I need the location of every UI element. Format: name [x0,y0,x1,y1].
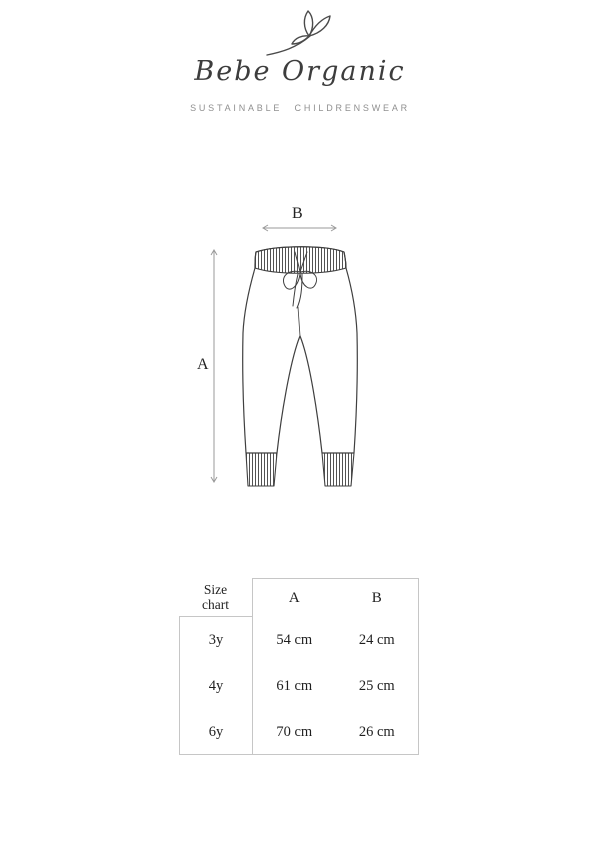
table-row [253,663,418,709]
measurement-header-row [252,578,419,617]
table-row [253,617,418,663]
brand-tagline: SUSTAINABLE CHILDRENSWEAR [190,103,410,113]
size-column [179,617,252,755]
pants-drawing-icon [185,195,425,505]
value-4y-b: 25 cm [358,677,395,694]
brand-name: Bebe Organic [194,56,406,87]
size-label-6y: 6y [208,723,224,740]
size-label-4y: 4y [208,677,224,694]
value-3y-a: 54 cm [276,631,313,648]
column-header-b: B [371,589,382,606]
width-dimension-label: B [292,205,303,222]
branch-icon [262,8,338,60]
table-row [253,709,418,755]
size-label-3y: 3y [208,631,224,648]
measurement-columns [252,617,419,755]
length-arrow [211,250,217,482]
size-chart-title-line1: Size [203,581,228,597]
length-dimension-label: A [197,356,209,373]
pants-figure [185,195,425,505]
value-4y-a: 61 cm [276,677,313,694]
size-chart-title-line2: chart [202,597,229,612]
column-header-a: A [288,589,300,606]
value-6y-a: 70 cm [276,723,313,740]
size-chart-table [179,578,419,755]
size-chart-title-cell [179,578,252,617]
width-arrow [263,225,336,231]
value-3y-b: 24 cm [358,631,395,648]
value-6y-b: 26 cm [358,723,395,740]
